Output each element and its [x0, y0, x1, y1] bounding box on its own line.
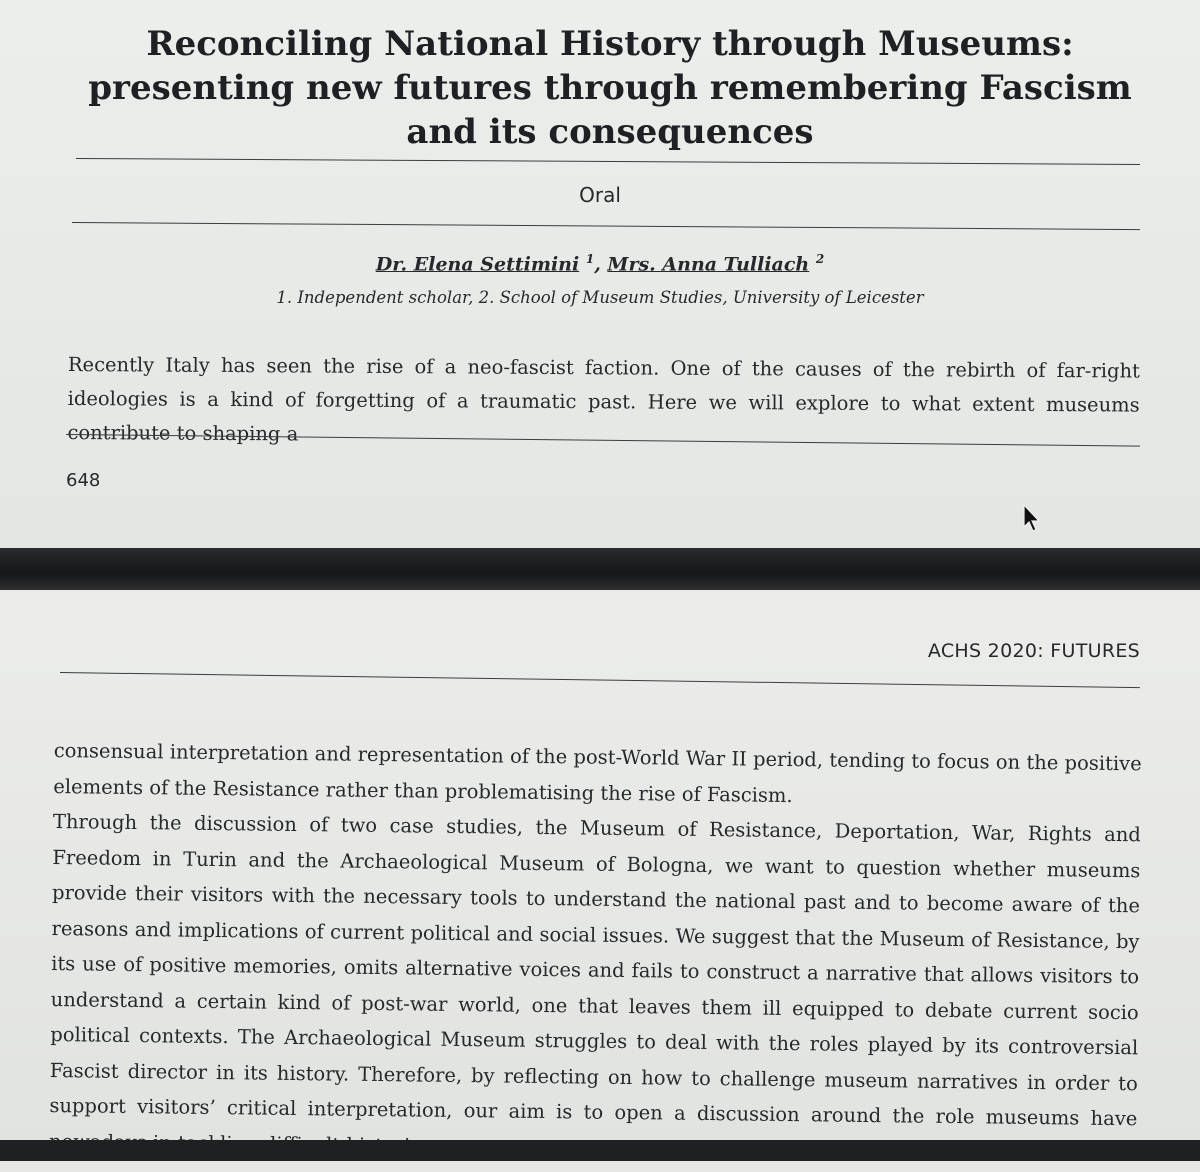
- affiliation-marker: 1: [585, 252, 595, 266]
- affiliations: 1. Independent scholar, 2. School of Museum Studies, University of Leicester: [276, 288, 924, 307]
- author-name: Mrs. Anna Tulliach: [607, 253, 810, 276]
- presentation-type: Oral: [579, 183, 621, 207]
- abstract-text: Through the discussion of two case studies, the Museum of Resistance, Deportation, War, Rights and Freedom in Turin and the Archaeological Museum of Bologna, we want to question whether museums provide their visitors with the necessary tools to understand the national past and to become aware of the reasons and implications of current political and social issues. We suggest that the Museum of Resistance, by its use of positive memories, omits alternative voices and fails to construct a narrative that allows visitors to understand a certain kind of post-war world, one that leaves them ill equipped to debate current socio political contexts. The Archaeological Museum struggles to deal with the roles played by its controversial Fascist director in its history. Therefore, by reflecting on how to challenge museum narratives in order to support visitors’ critical interpretation, our aim is to open a discussion around the role museums have: [49, 809, 1141, 1131]
- running-header: ACHS 2020: FUTURES: [927, 640, 1140, 662]
- abstract-continuation: [49, 733, 1142, 1172]
- divider-line: [76, 158, 1140, 165]
- page-separator: [0, 548, 1200, 590]
- abstract-text: Recently Italy has seen the rise of a neo-fascist faction. One of the causes of the rebirth of far-right ideologies is a kind of forgetting of a traumatic past. Here we will explore to what extent museums contribute to shaping a: [67, 352, 1140, 446]
- mouse-pointer-icon: [1022, 504, 1042, 534]
- author-list: Dr. Elena Settimini $^1$, Mrs. Anna Tulliach $^2$: [375, 252, 825, 276]
- screen-bottom-edge: [0, 1140, 1200, 1161]
- paper-title: Reconciling National History through Museums: presenting new futures through remembering Fascism and its consequences: [88, 24, 1132, 152]
- author-name: Dr. Elena Settimini: [375, 253, 580, 276]
- abstract-text: consensual interpretation and representation of the post-World War II period, tending to focus on the positive elements of the Resistance rather than problematising the rise of Fascism.: [53, 738, 1142, 807]
- page-number: 648: [66, 470, 101, 491]
- divider-line: [72, 222, 1140, 230]
- affiliation-marker: 2: [815, 252, 825, 266]
- document-page-648: [0, 0, 1200, 548]
